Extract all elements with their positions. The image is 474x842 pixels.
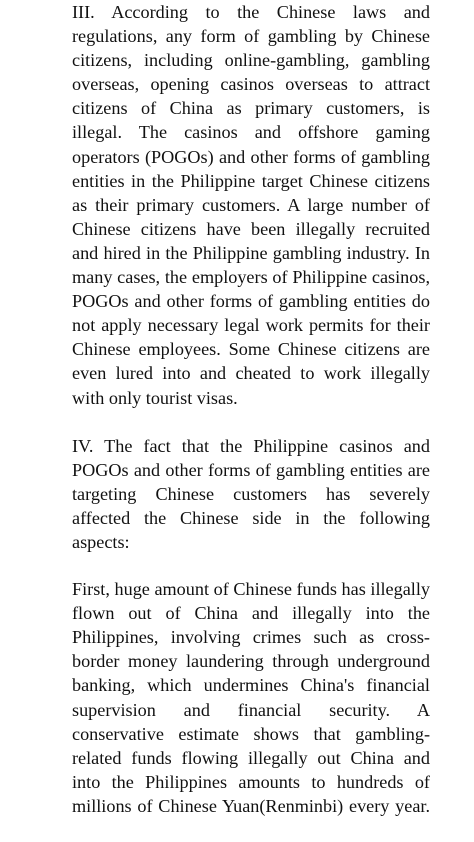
paragraph-first: First, huge amount of Chinese funds has illegally flown out of China and illegally into the Philippines, involving crimes such as cross-border money laundering through underground banking, which undermines China's financial supervision and financial security. A conservative estimate shows that gambling-related funds flowing illegally out China and into the Philippines amounts to hundreds of millions of Chinese Yuan(Renminbi) every year. [72, 579, 430, 816]
document-page [72, 0, 430, 818]
paragraph-iv: IV. The fact that the Philippine casinos and POGOs and other forms of gambling entities are targeting Chinese customers has severely affected the Chinese side in the following aspects: [72, 435, 430, 552]
paragraph-iii: III. According to the Chinese laws and regulations, any form of gambling by Chinese citizens, including online-gambling, gambling overseas, opening casinos overseas to attract citizens of China as primary customers, is illegal. The casinos and offshore gaming operators (POGOs) and other forms of gambling entities in the Philippine target Chinese citizens as their primary customers. A large number of Chinese citizens have been illegally recruited and hired in the Philippine gambling industry. In many cases, the employers of Philippine casinos, POGOs and other forms of gambling entities do not apply necessary legal work permits for their Chinese employees. Some Chinese citizens are even lured into and cheated to work illegally with only tourist visas. [72, 2, 430, 408]
